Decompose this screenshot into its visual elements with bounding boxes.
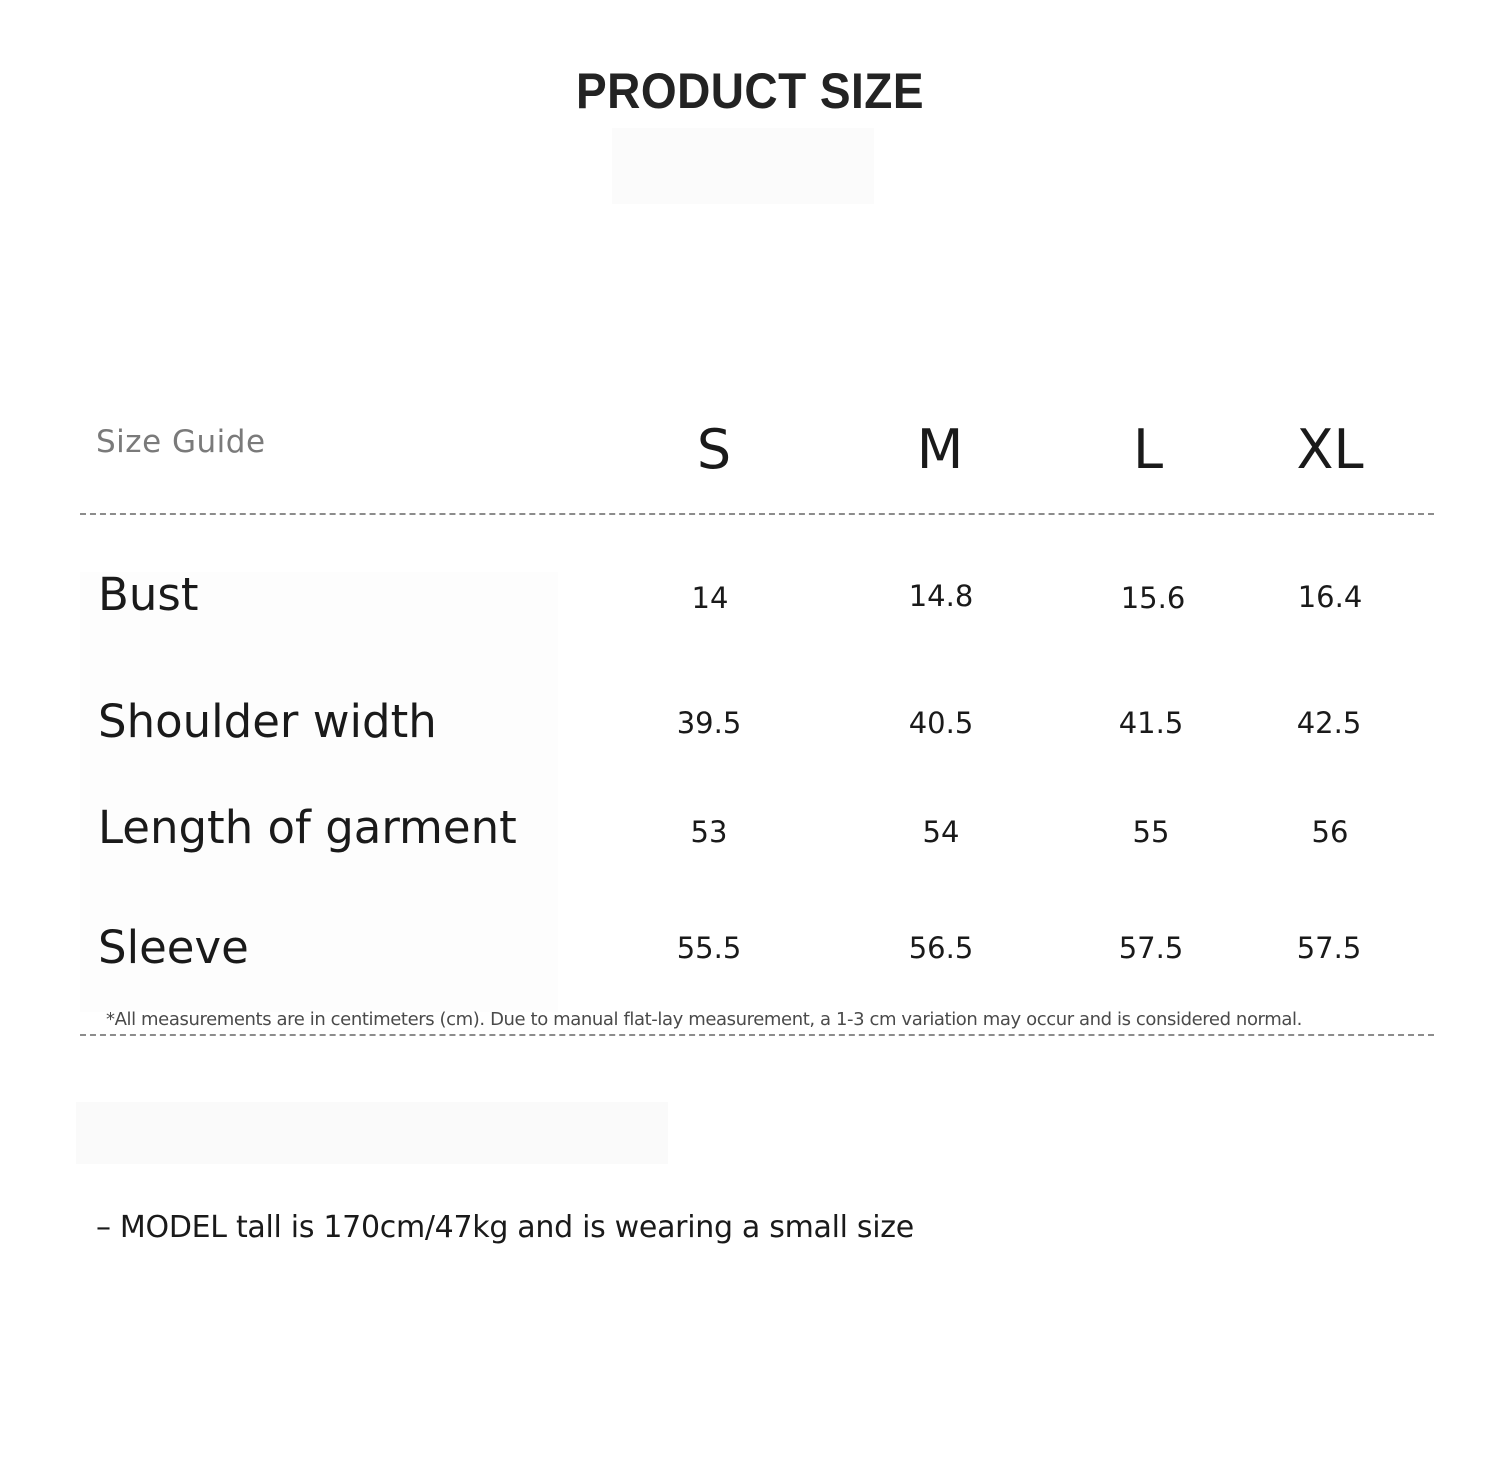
table-cell: 55.5 bbox=[676, 931, 742, 965]
faint-background-block bbox=[76, 1102, 668, 1164]
table-cell: 42.5 bbox=[1296, 706, 1362, 740]
row-label-bust: Bust bbox=[98, 568, 199, 621]
table-cell: 14 bbox=[691, 581, 729, 615]
table-cell: 53 bbox=[690, 815, 728, 849]
page-title: PRODUCT SIZE bbox=[576, 63, 924, 119]
table-cell: 54 bbox=[922, 815, 960, 849]
size-header-l: L bbox=[1132, 418, 1164, 481]
footer-divider bbox=[80, 1034, 1434, 1036]
row-label-length-of-garment: Length of garment bbox=[98, 801, 517, 854]
table-cell: 41.5 bbox=[1118, 706, 1184, 740]
table-cell: 57.5 bbox=[1118, 931, 1184, 965]
model-note: – MODEL tall is 170cm/47kg and is wearing a small size bbox=[96, 1210, 914, 1245]
size-header-m: M bbox=[916, 418, 964, 481]
table-cell: 56.5 bbox=[908, 931, 974, 965]
table-cell: 40.5 bbox=[908, 706, 974, 740]
table-cell: 56 bbox=[1311, 815, 1349, 849]
size-header-xl: XL bbox=[1296, 418, 1364, 481]
header-divider bbox=[80, 513, 1434, 515]
row-label-shoulder-width: Shoulder width bbox=[98, 695, 437, 748]
faint-background-block bbox=[612, 128, 874, 204]
measurement-note: *All measurements are in centimeters (cm). Due to manual flat-lay measurement, a 1-3 cm variation may occur and is considered normal. bbox=[106, 1009, 1302, 1030]
table-cell: 55 bbox=[1132, 815, 1170, 849]
table-cell: 16.4 bbox=[1297, 580, 1363, 614]
row-label-sleeve: Sleeve bbox=[98, 921, 249, 974]
size-header-s: S bbox=[696, 418, 732, 481]
table-cell: 14.8 bbox=[908, 579, 974, 613]
table-cell: 39.5 bbox=[676, 706, 742, 740]
size-guide-label: Size Guide bbox=[96, 424, 266, 460]
table-cell: 15.6 bbox=[1120, 581, 1186, 615]
table-cell: 57.5 bbox=[1296, 931, 1362, 965]
